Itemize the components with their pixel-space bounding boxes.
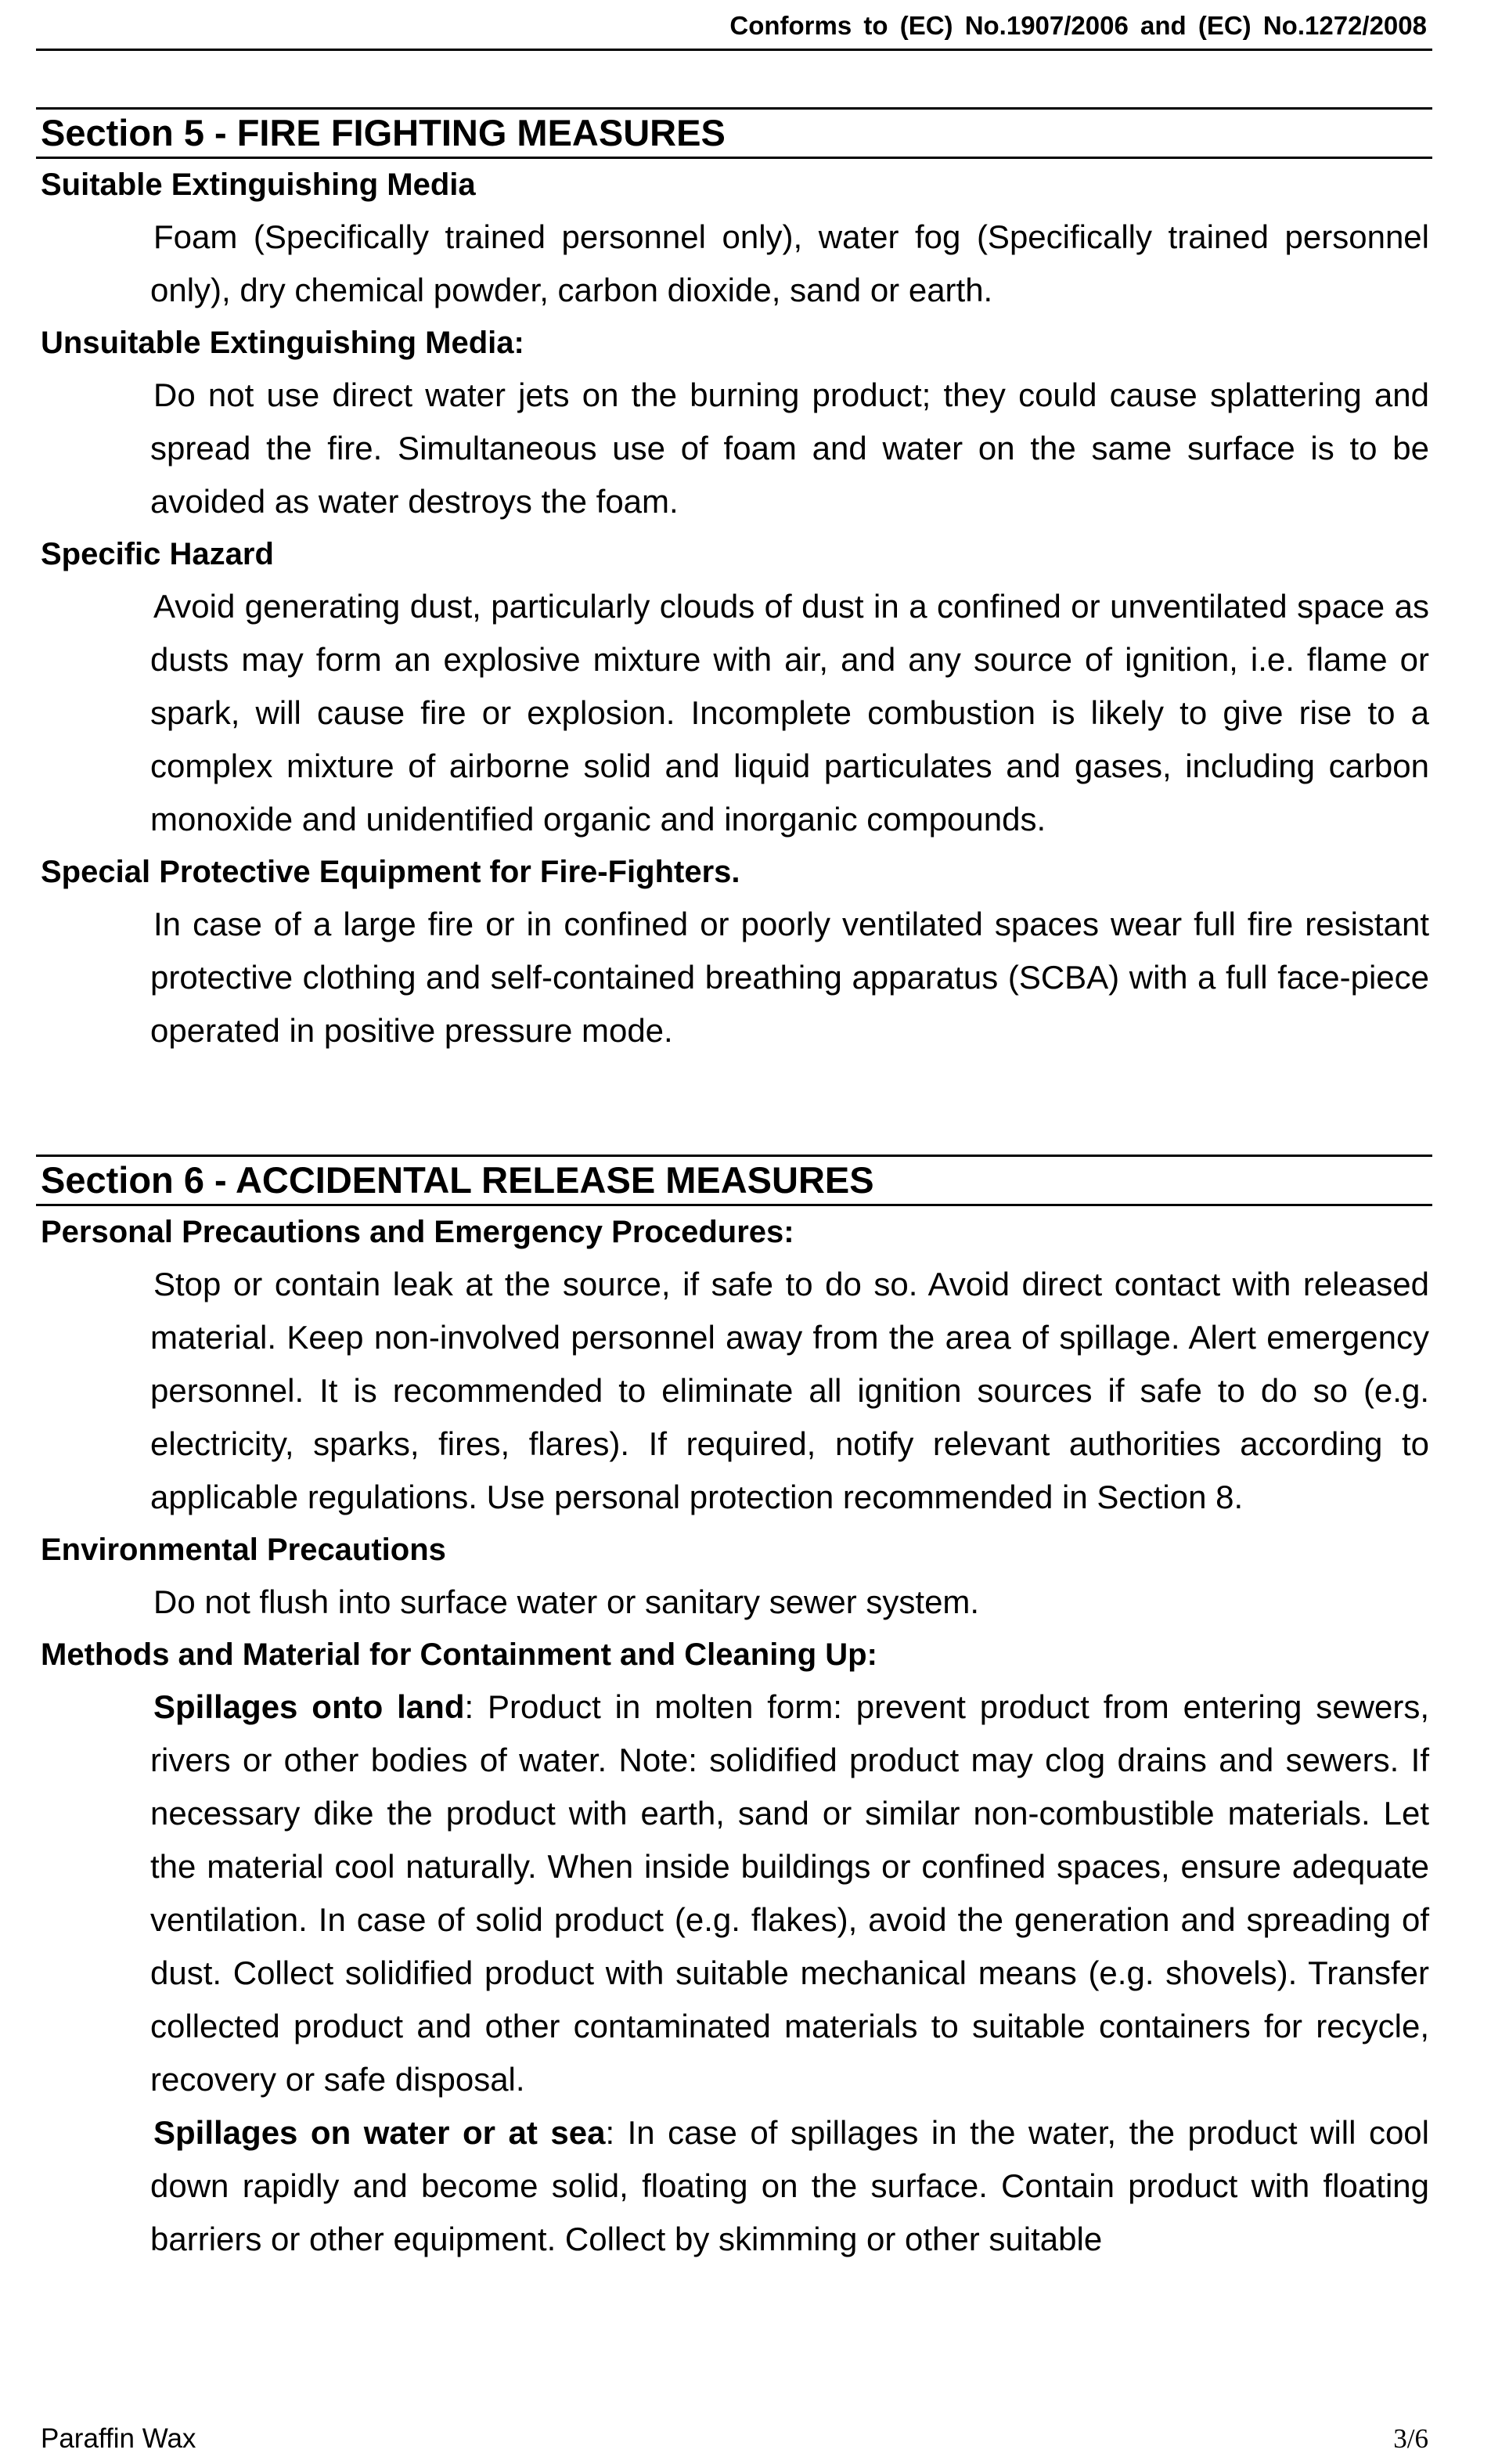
environmental-precautions-heading: Environmental Precautions: [41, 1533, 446, 1567]
spillages-land-paragraph: [150, 1680, 1429, 2106]
header-divider: [36, 49, 1432, 51]
containment-methods-heading: Methods and Material for Containment and Cleaning Up:: [41, 1637, 877, 1672]
suitable-media-heading: Suitable Extinguishing Media: [41, 168, 476, 202]
section-5-title: Section 5 - FIRE FIGHTING MEASURES: [36, 107, 1432, 159]
spillages-water-text: : In case of spillages in the water, the product will cool down rapidly and become solid, floating on the surface. Contain product with floating barriers or other equipment. Collect by skimming or other suitable: [150, 2114, 1430, 2257]
personal-precautions-heading: Personal Precautions and Emergency Procedures:: [41, 1215, 794, 1249]
spillages-land-label: Spillages onto land: [153, 1688, 465, 1725]
unsuitable-media-heading: Unsuitable Extinguishing Media:: [41, 326, 524, 360]
spillages-water-paragraph: [150, 2106, 1429, 2266]
spillages-water-label: Spillages on water or at sea: [153, 2114, 606, 2151]
specific-hazard-text: Avoid generating dust, particularly clouds of dust in a confined or unventilated space as dusts may form an explosive mixture with air, and any source of ignition, i.e. flame or spark, will cause fire or explosion. Incomplete combustion is likely to give rise to a complex mixture of airborne solid and liquid particulates and gases, including carbon monoxide and unidentified organic and inorganic compounds.: [150, 588, 1429, 838]
unsuitable-media-text: Do not use direct water jets on the burning product; they could cause splattering and spread the fire. Simultaneous use of foam and water on the same surface is to be avoided as water destroys the foam.: [150, 376, 1429, 520]
suitable-media-text: Foam (Specifically trained personnel only), water fog (Specifically trained personnel only), dry chemical powder, carbon dioxide, sand or earth.: [150, 218, 1429, 308]
header-conformity: Conforms to (EC) No.1907/2006 and (EC) No.1272/2008: [729, 11, 1427, 40]
footer-product-name: Paraffin Wax: [41, 2423, 196, 2454]
footer-page-number: 3/6: [1393, 2423, 1428, 2454]
section-6: [36, 1155, 1432, 2266]
section-6-title: Section 6 - ACCIDENTAL RELEASE MEASURES: [36, 1155, 1432, 1206]
section-5: [36, 107, 1432, 1057]
ppe-text: In case of a large fire or in confined or poorly ventilated spaces wear full fire resistant protective clothing and self-contained breathing apparatus (SCBA) with a full face-piece operated in positive pressure mode.: [150, 906, 1429, 1049]
ppe-heading: Special Protective Equipment for Fire-Fighters.: [41, 855, 740, 889]
environmental-precautions-text: Do not flush into surface water or sanitary sewer system.: [153, 1583, 980, 1620]
spillages-land-text: : Product in molten form: prevent product from entering sewers, rivers or other bodies of water. Note: solidified product may clog drains and sewers. If necessary dike the product with earth, sand or similar non-combustible materials. Let the material cool naturally. When inside buildings or confined spaces, ensure adequate ventilation. In case of solid product (e.g. flakes), avoid the generation and spreading of dust. Collect solidified product with suitable mechanical means (e.g. shovels). Transfer collected product and other contaminated materials to suitable containers for recycle, recovery or safe disposal.: [150, 1688, 1429, 2098]
personal-precautions-text: Stop or contain leak at the source, if safe to do so. Avoid direct contact with released material. Keep non-involved personnel away from the area of spillage. Alert emergency personnel. It is recommended to eliminate all ignition sources if safe to do so (e.g. electricity, sparks, fires, flares). If required, notify relevant authorities according to applicable regulations. Use personal protection recommended in Section 8.: [150, 1266, 1429, 1515]
specific-hazard-heading: Specific Hazard: [41, 537, 274, 571]
